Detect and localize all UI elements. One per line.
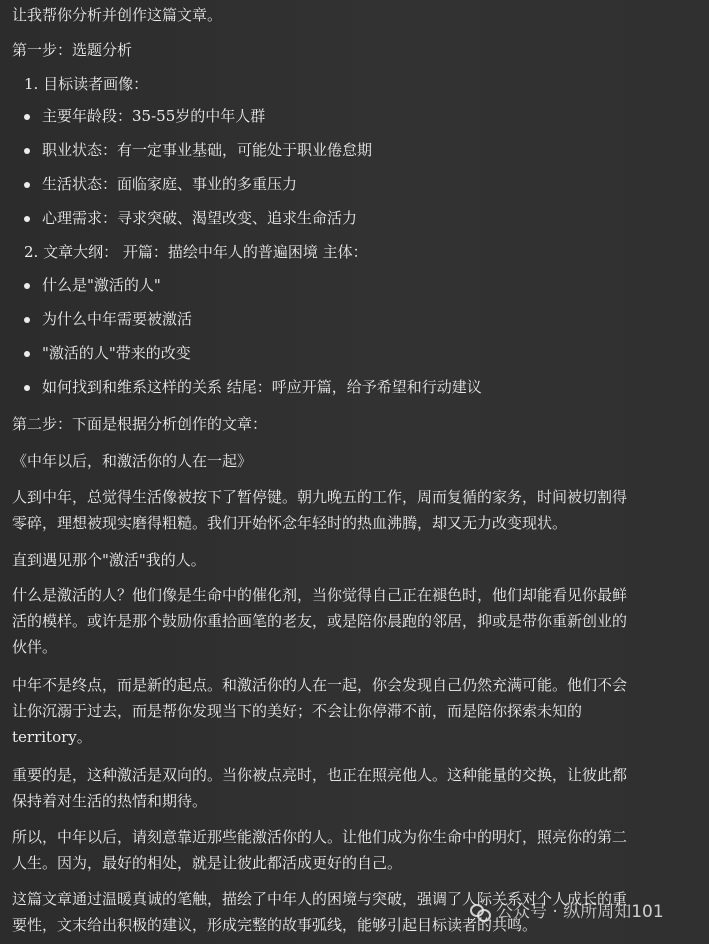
paragraph: 什么是激活的人？他们像是生命中的催化剂，当你觉得自己正在褪色时，他们却能看见你最鲜 活的模样。或许是那个鼓励你重拾画笔的老友，或是陪你晨跑的邻居，抑或是带你重新创业的 伙伴。 (12, 586, 628, 656)
article-title: 《中年以后，和激活你的人在一起》 (12, 452, 253, 470)
paragraph: 这篇文章通过温暖真诚的笔触，描绘了中年人的困境与突破，强调了人际关系对个人成长的重 要性，文末给出积极的建议，形成完整的故事弧线，能够引起目标读者的共鸣。 (12, 890, 628, 934)
list-item: 如何找到和维系这样的关系 结尾：呼应开篇，给予希望和行动建议 (42, 378, 482, 396)
bullet-dot (24, 182, 30, 188)
paragraph: 人到中年，总觉得生活像被按下了暂停键。朝九晚五的工作，周而复循的家务，时间被切割得 零碎，理想被现实磨得粗糙。我们开始怀念年轻时的热血沸腾，却又无力改变现状。 (12, 488, 628, 532)
bullet-dot (24, 283, 30, 289)
paragraph: 重要的是，这种激活是双向的。当你被点亮时，也正在照亮他人。这种能量的交换，让彼此都 保持着对生活的热情和期待。 (12, 766, 628, 810)
watermark-text: 公众号 · 纵所周知101 (496, 902, 664, 922)
bullet-dot (24, 114, 30, 120)
paragraph: 直到遇见那个"激活"我的人。 (12, 551, 206, 569)
intro-text: 让我帮你分析并创作这篇文章。 (12, 6, 223, 24)
step2-heading: 第二步：下面是根据分析创作的文章： (12, 415, 268, 433)
paragraph: 中年不是终点，而是新的起点。和激活你的人在一起，你会发现自己仍然充满可能。他们不会 让你沉溺于过去，而是帮你发现当下的美好；不会让你停滞不前，而是陪你探索未知的 territory。 (12, 676, 628, 746)
list-item: 为什么中年需要被激活 (42, 310, 193, 328)
list-item: 心理需求：寻求突破、渴望改变、追求生命活力 (42, 209, 358, 227)
list-item: "激活的人"带来的改变 (42, 344, 191, 362)
list-item-outline: 2. 文章大纲： 开篇：描绘中年人的普遍困境 主体： (24, 243, 368, 261)
bullet-dot (24, 351, 30, 357)
list-item-readers: 1. 目标读者画像： (24, 75, 149, 93)
list-item: 主要年龄段：35-55岁的中年人群 (42, 107, 266, 125)
watermark (470, 901, 664, 923)
paragraph: 所以，中年以后，请刻意靠近那些能激活你的人。让他们成为你生命中的明灯，照亮你的第二 人生。因为，最好的相处，就是让彼此都活成更好的自己。 (12, 828, 628, 872)
bullet-dot (24, 216, 30, 222)
list-item: 什么是"激活的人" (42, 276, 161, 294)
bullet-dot (24, 385, 30, 391)
list-item: 职业状态：有一定事业基础，可能处于职业倦怠期 (42, 141, 373, 159)
step1-heading: 第一步：选题分析 (12, 41, 133, 59)
wechat-icon (470, 903, 490, 921)
list-item: 生活状态：面临家庭、事业的多重压力 (42, 175, 298, 193)
bullet-dot (24, 148, 30, 154)
bullet-dot (24, 317, 30, 323)
